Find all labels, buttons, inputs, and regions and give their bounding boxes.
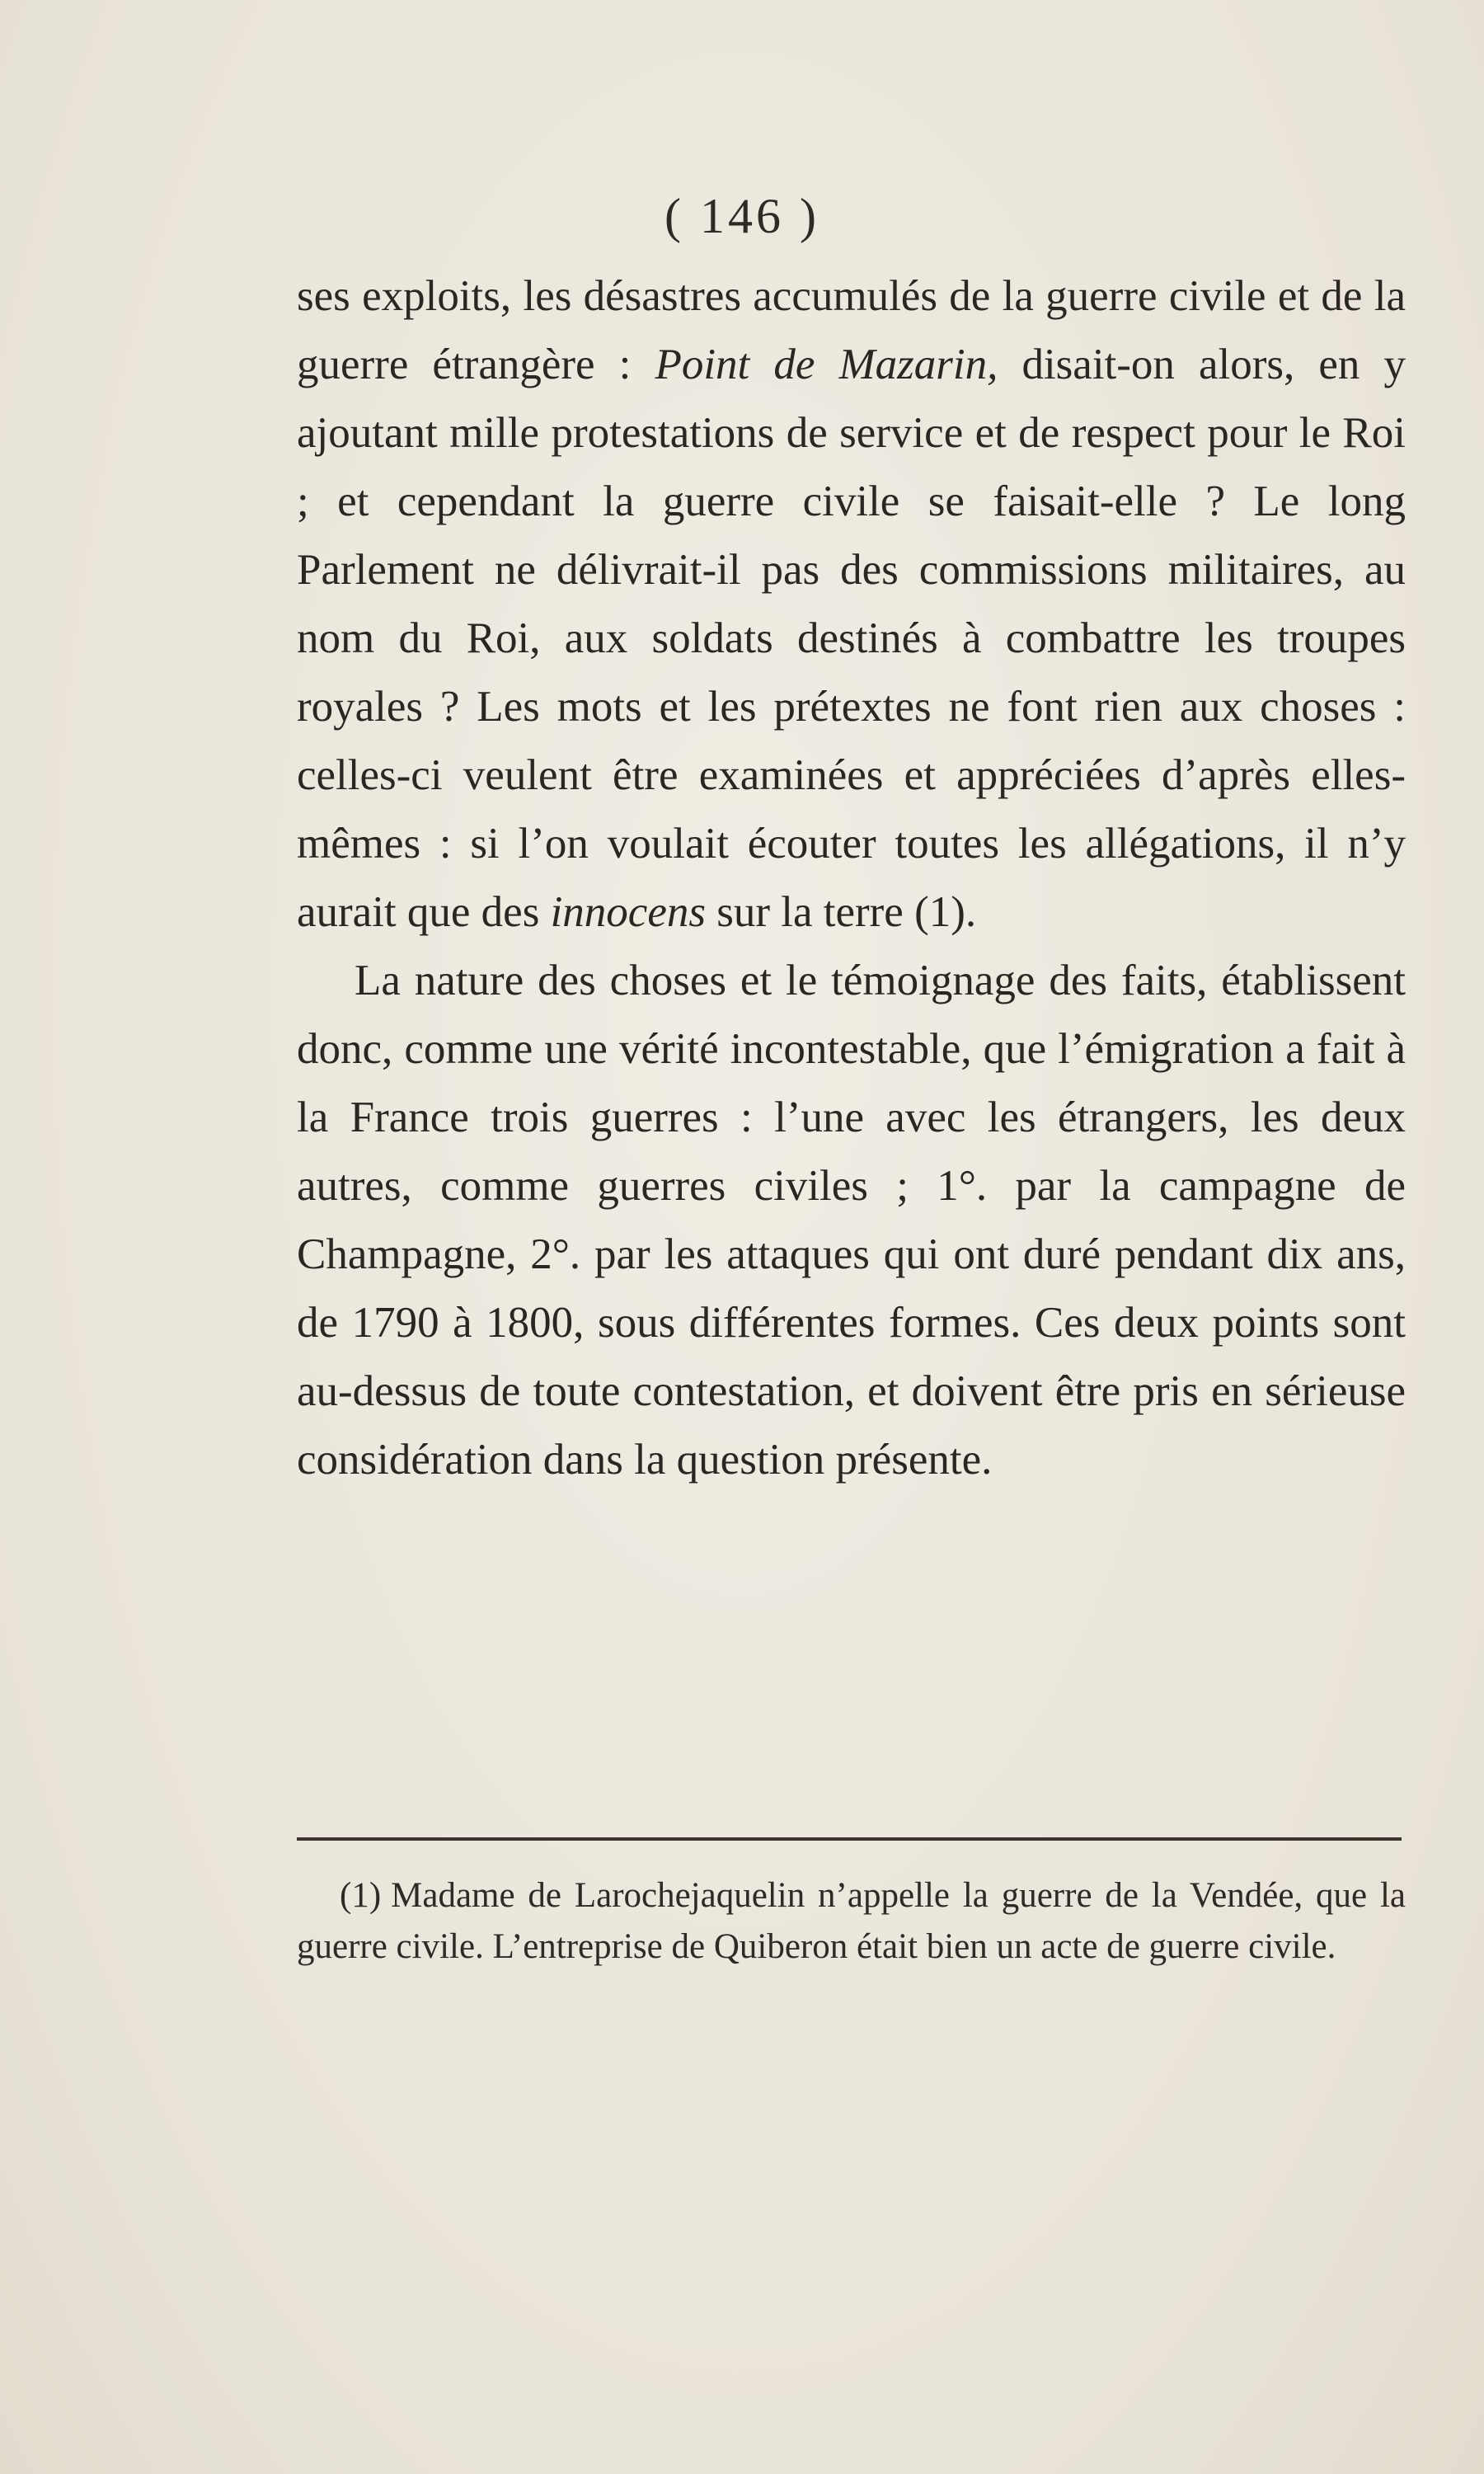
footnote-paragraph xyxy=(297,1870,1406,1973)
page-number: ( 146 ) xyxy=(665,189,819,243)
paragraph-1 xyxy=(297,262,1406,947)
paragraph-2: La nature des choses et le témoignage des faits, établissent donc, comme une vérité incontestable, que l’émigration a fait à la France trois guerres : l’une avec les étrangers, les deux autres, comme guerres civiles ; 1°. par la campagne de Champagne, 2°. par les attaques qui ont duré pendant dix ans, de 1790 à 1800, sous différentes formes. Ces deux points sont au-dessus de toute contestation, et doivent être pris en sérieuse considération dans la question présente. xyxy=(297,957,1406,1484)
paragraph-1-text-c: sur la terre (1). xyxy=(705,888,977,936)
footnote-divider xyxy=(297,1837,1402,1841)
paragraph-1-italic-innocens: innocens xyxy=(550,888,706,936)
footnote-mark: (1) xyxy=(340,1876,382,1915)
body-text xyxy=(297,262,1406,1494)
footnote xyxy=(297,1870,1406,1973)
footnote-text: Madame de Larochejaquelin n’appelle la guerre de la Vendée, que la guerre civile. L’entreprise de Quiberon était bien un acte de guerre civile. xyxy=(297,1876,1406,1966)
paragraph-1-italic-mazarin: Point de Mazarin, xyxy=(655,341,998,388)
paragraph-1-text-b: disait-on alors, en y ajoutant mille protestations de service et de respect pour le Roi ; et cependant la guerre civile se faisait-elle ? Le long Parlement ne délivrait-il pas des commissions militaires, au nom du Roi, aux soldats destinés à combattre les troupes royales ? Les mots et les prétextes ne font rien aux choses : celles-ci veulent être examinées et appréciées d’après elles-mêmes : si l’on voulait écouter toutes les allégations, il n’y aurait que des xyxy=(297,341,1406,936)
paragraph-1-text-a: ses exploits, les désastres accumulés de la guerre civile et de la guerre étrangère : xyxy=(297,272,1406,388)
